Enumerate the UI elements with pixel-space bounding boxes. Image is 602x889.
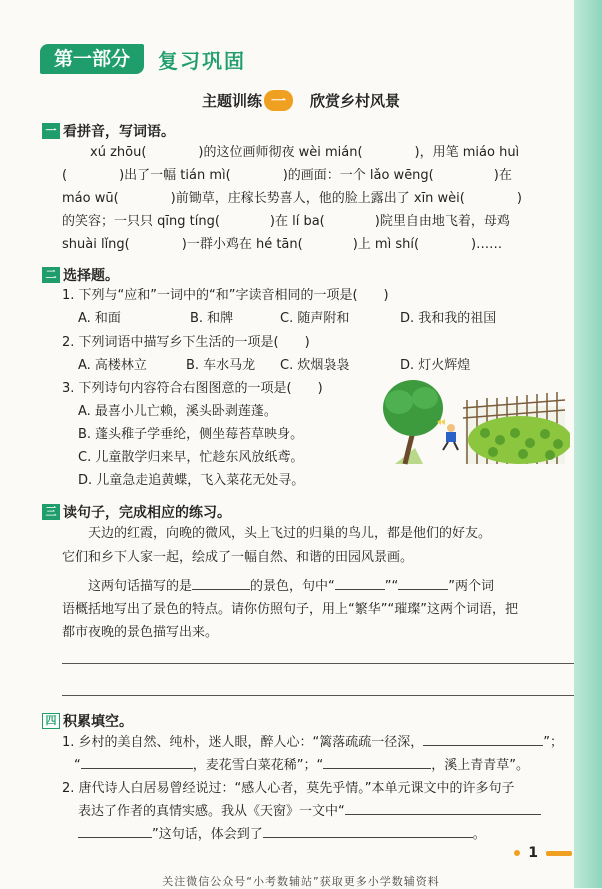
section-1-heading: 一 看拼音，写词语。: [42, 121, 175, 141]
part-header: [40, 43, 246, 75]
part-title: 复习巩固: [158, 48, 247, 73]
page-number: 1: [514, 845, 572, 861]
pinyin-line-5: shuài lǐng( )一群小鸡在 hé tān( )上 mì shí( )……: [62, 237, 503, 252]
passage-line-2: 它们和乡下人家一起，绘成了一幅自然、和谐的田园风景画。: [62, 550, 414, 565]
scene-blank[interactable]: [192, 589, 250, 590]
part-label: 第一部分: [40, 44, 144, 74]
passage-line-1: 天边的红霞，向晚的微风，头上飞过的归巢的鸟儿，都是他们的好友。: [88, 526, 492, 541]
pinyin-line-2: ( )出了一幅 tián mì( )的画面：一个 lǎo wēng( )在: [62, 168, 512, 183]
question-4-1-cont: “ ，麦花雪白菜花稀”；“ ，溪上青青草”。: [74, 758, 529, 773]
option-2-3-c: C. 儿童散学归来早，忙趁东风放纸鸢。: [78, 450, 304, 465]
word-blank-2[interactable]: [398, 589, 448, 590]
question-4-2-cont: 表达了作者的真情实感。我从《天窗》一文中“: [78, 803, 541, 821]
section-4-heading: 四 积累填空。: [42, 711, 133, 731]
poem-blank-1[interactable]: [423, 745, 543, 746]
question-2-2: 2. 下列词语中描写乡下生活的一项是( ): [62, 335, 310, 350]
question-4-1: 1. 乡村的美自然、纯朴，迷人眼，醉人心：“篱落疏疏一径深， ”；: [62, 735, 564, 750]
quote-blank[interactable]: [345, 814, 541, 815]
exercise-line-3: 都市夜晚的景色描写出来。: [62, 625, 219, 640]
option-2-3-a: A. 最喜小儿亡赖，溪头卧剥莲蓬。: [78, 404, 277, 419]
word-blank-1[interactable]: [335, 589, 385, 590]
option-2-3-b: B. 蓬头稚子学垂纶，侧坐莓苔草映身。: [78, 427, 304, 442]
pinyin-line-3: máo wū( )前锄草，庄稼长势喜人，他的脸上露出了 xīn wèi( ): [62, 191, 522, 206]
section-2-heading: 二 选择题。: [42, 265, 119, 285]
options-2-1: A. 和面 B. 和牌 C. 随声附和 D. 我和我的祖国: [78, 311, 497, 326]
answer-line-1[interactable]: [62, 663, 574, 664]
option-2-3-d: D. 儿童急走追黄蝶，飞入菜花无处寻。: [78, 473, 305, 488]
exercise-line-2: 语概括地写出了景色的特点。请你仿照句子，用上“繁华”“璀璨”这两个词语，把: [62, 602, 518, 617]
topic-title: 主题训练 一 欣赏乡村风景: [201, 92, 401, 110]
right-edge-tab: [574, 0, 602, 888]
poem-blank-3[interactable]: [323, 768, 431, 769]
quote-blank-cont[interactable]: [78, 837, 152, 838]
footer-note: 关注微信公众号“小考数辅站”获取更多小学数辅资料: [162, 875, 440, 888]
pinyin-line-1: xú zhōu( )的这位画师彻夜 wèi mián( )，用笔 miáo huì: [90, 145, 520, 160]
answer-line-2[interactable]: [62, 695, 574, 696]
exercise-line-1: 这两句话描写的是 的景色，句中“ ”“ ”两个词: [88, 579, 494, 594]
options-2-2: A. 高楼林立 B. 车水马龙 C. 炊烟袅袅 D. 灯火辉煌: [78, 358, 471, 373]
feeling-blank[interactable]: [263, 837, 473, 838]
question-4-2-end: ”这句话，体会到了 。: [78, 826, 486, 844]
poem-blank-2[interactable]: [81, 768, 193, 769]
pinyin-line-4: 的笑容；一只只 qīng tíng( )在 lí ba( )院里自由地飞着，母鸡: [62, 214, 510, 229]
question-2-1: 1. 下列与“应和”一词中的“和”字读音相同的一项是( ): [62, 288, 389, 303]
topic-badge: 一: [264, 90, 293, 111]
question-4-2: 2. 唐代诗人白居易曾经说过：“感人心者，莫先乎情。”本单元课文中的许多句子: [62, 781, 515, 796]
illustration-child-chasing-butterfly: [375, 378, 570, 466]
question-2-3: 3. 下列诗句内容符合右图图意的一项是( ): [62, 381, 323, 396]
section-3-heading: 三 读句子，完成相应的练习。: [42, 502, 231, 522]
